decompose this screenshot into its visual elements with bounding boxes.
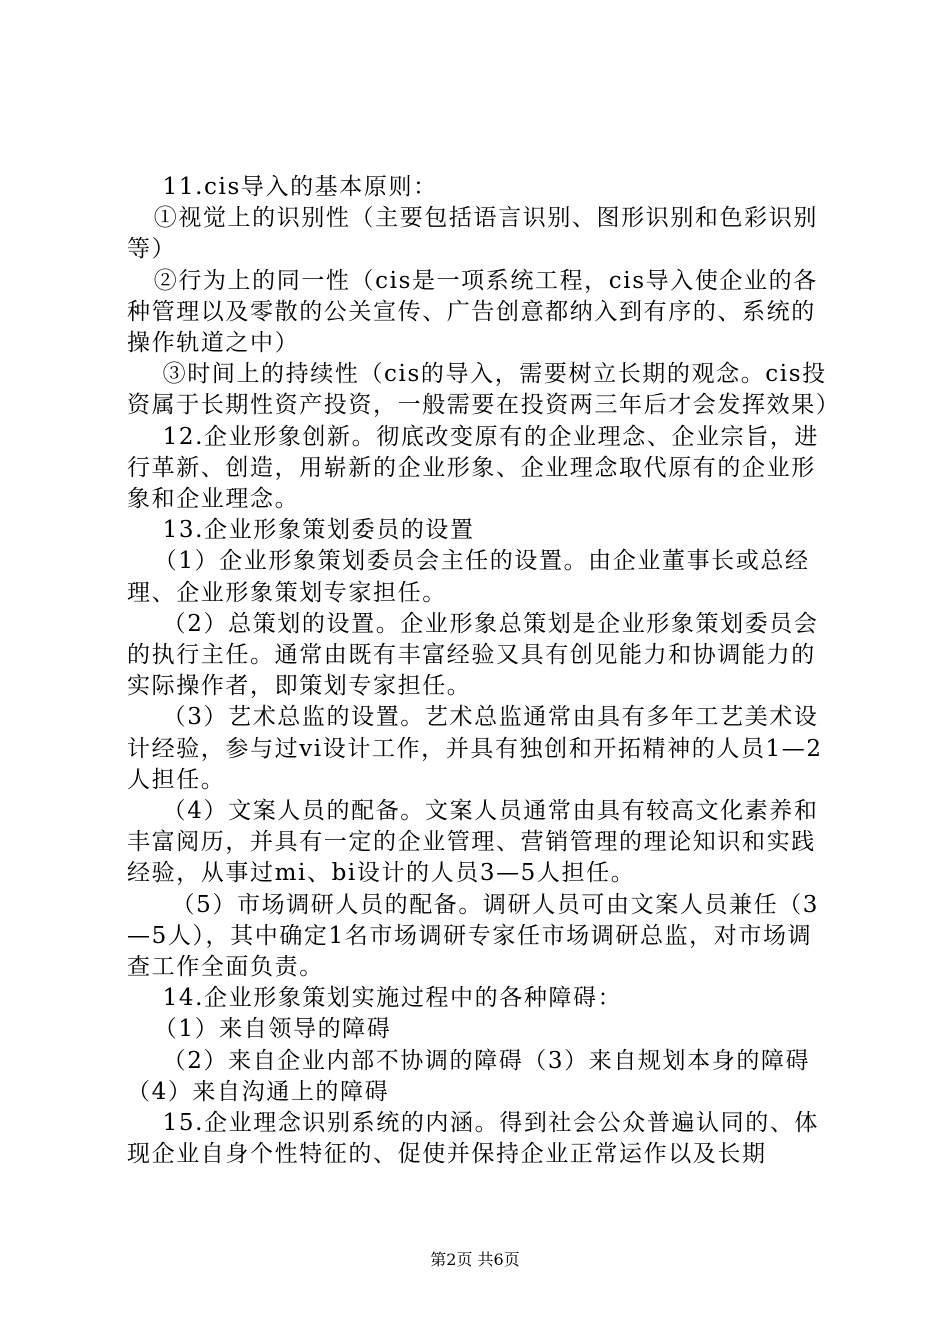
paragraph-14-items-2-4: （2）来自企业内部不协调的障碍（3）来自规划本身的障碍（4）来自沟通上的障碍 [127, 1047, 811, 1105]
paragraph-13-item-5: （5）市场调研人员的配备。调研人员可由文案人员兼任（3—5人），其中确定1名市场调研专家任市场调研总监，对市场调查工作全面负责。 [127, 891, 820, 981]
paragraph-13-item-3: （3）艺术总监的设置。艺术总监通常由具有多年工艺美术设计经验，参与过vi设计工作，并具有独创和开拓精神的人员1—2人担任。 [127, 704, 823, 793]
paragraph-11-item-1: ①视觉上的识别性（主要包括语言识别、图形识别和色彩识别等） [127, 205, 818, 263]
paragraph-13-item-2: （2）总策划的设置。企业形象总策划是企业形象策划委员会的执行主任。通常由既有丰富经验又具有创见能力和协调能力的实际操作者，即策划专家担任。 [127, 610, 819, 700]
page-number-label: 第2页 共6页 [430, 1250, 520, 1269]
paragraph-14-heading: 14.企业形象策划实施过程中的各种障碍： [127, 985, 623, 1012]
paragraph-13-item-4: （4）文案人员的配备。文案人员通常由具有较高文化素养和丰富阅历，并具有一定的企业管理、营销管理的理论知识和实践经验，从事过mi、bi设计的人员3—5人担任。 [127, 798, 819, 887]
paragraph-11-item-3: ③时间上的持续性（cis的导入，需要树立长期的观念。cis投资属于长期性资产投资，一般需要在投资两三年后才会发挥效果） [127, 361, 841, 419]
document-body [127, 172, 841, 1171]
paragraph-11-heading: 11.cis导入的基本原则： [127, 174, 438, 200]
paragraph-12: 12.企业形象创新。彻底改变原有的企业理念、企业宗旨，进行革新、创造，用崭新的企业形象、企业理念取代原有的企业形象和企业理念。 [127, 423, 820, 513]
paragraph-15: 15.企业理念识别系统的内涵。得到社会公众普遍认同的、体现企业自身个性特征的、促使并保持企业正常运作以及长期 [127, 1110, 820, 1168]
page-footer [0, 1247, 950, 1270]
paragraph-11-item-2: ②行为上的同一性（cis是一项系统工程，cis导入使企业的各种管理以及零散的公关宣传、广告创意都纳入到有序的、系统的操作轨道之中） [127, 267, 818, 357]
paragraph-13-heading: 13.企业形象策划委员的设置 [127, 517, 475, 544]
paragraph-13-item-1: （1）企业形象策划委员会主任的设置。由企业董事长或总经理、企业形象策划专家担任。 [127, 548, 810, 606]
paragraph-14-item-1: （1）来自领导的障碍 [127, 1016, 392, 1043]
